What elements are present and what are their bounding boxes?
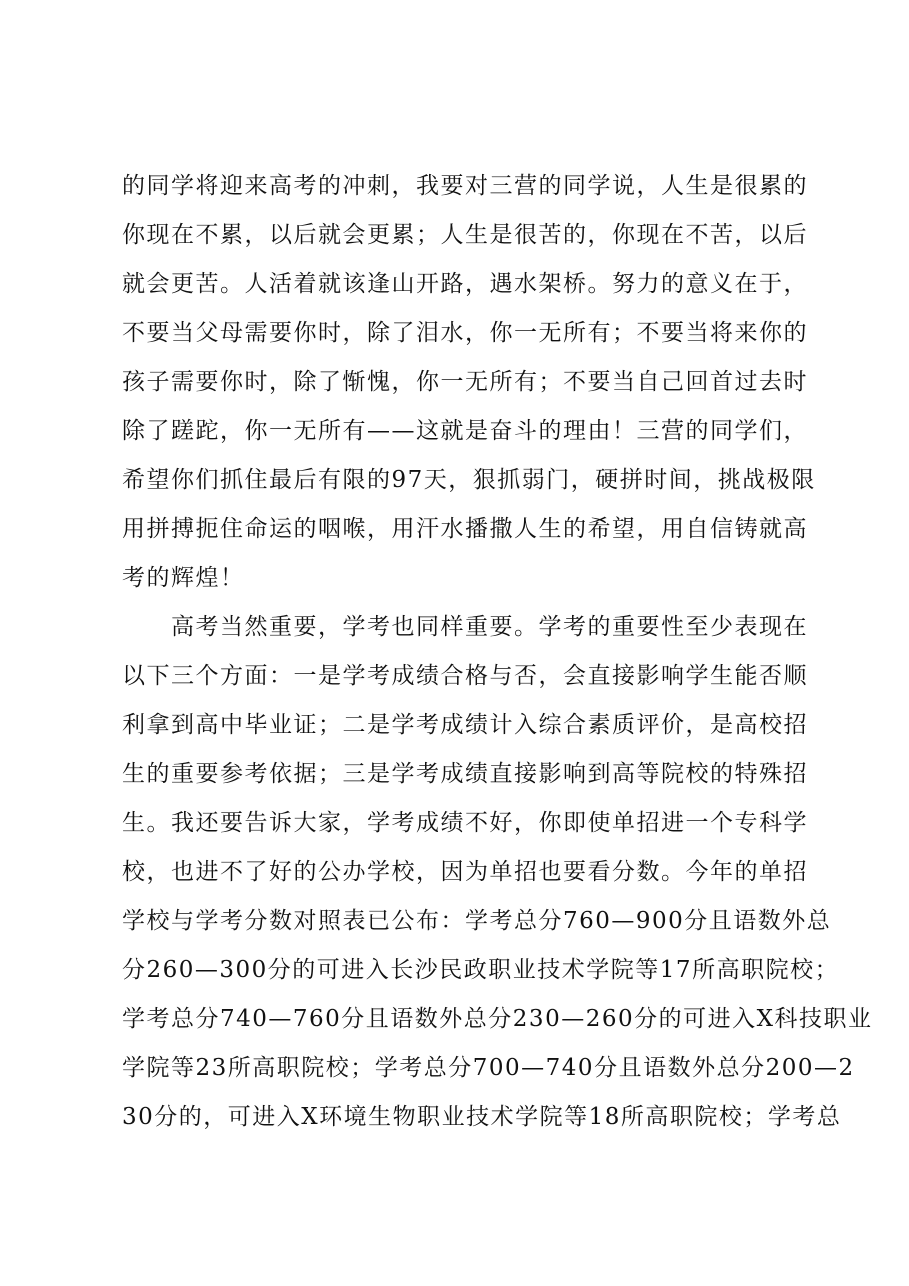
text-line: 希望你们抓住最后有限的97天，狠抓弱门，硬拼时间，挑战极限: [122, 467, 816, 493]
text-line: 以下三个方面：一是学考成绩合格与否，会直接影响学生能否顺: [122, 663, 808, 689]
text-line: 孩子需要你时，除了惭愧，你一无所有；不要当自己回首过去时: [122, 369, 808, 395]
text-line: 学考总分740—760分且语数外总分230—260分的可进入X科技职业: [122, 1006, 873, 1032]
text-line: 生的重要参考依据；三是学考成绩直接影响到高等院校的特殊招: [122, 761, 808, 787]
text-line: 校，也进不了好的公办学校，因为单招也要看分数。今年的单招: [122, 859, 808, 885]
text-line: 就会更苦。人活着就该逢山开路，遇水架桥。努力的意义在于，: [122, 271, 808, 297]
text-line: 利拿到高中毕业证；二是学考成绩计入综合素质评价，是高校招: [122, 712, 808, 738]
text-line: 高考当然重要，学考也同样重要。学考的重要性至少表现在: [122, 614, 808, 640]
text-line: 分260—300分的可进入长沙民政职业技术学院等17所高职院校；: [122, 957, 840, 983]
text-line: 考的辉煌！: [122, 565, 245, 591]
text-line: 除了蹉跎，你一无所有——这就是奋斗的理由！三营的同学们，: [122, 418, 808, 444]
text-line: 的同学将迎来高考的冲刺，我要对三营的同学说，人生是很累的: [122, 173, 808, 199]
text-line: 你现在不累，以后就会更累；人生是很苦的，你现在不苦，以后: [122, 222, 808, 248]
text-line: 用拼搏扼住命运的咽喉，用汗水播撒人生的希望，用自信铸就高: [122, 516, 808, 542]
body-text: [122, 162, 873, 1142]
text-line: 生。我还要告诉大家，学考成绩不好，你即使单招进一个专科学: [122, 810, 808, 836]
text-line: 30分的，可进入X环境生物职业技术学院等18所高职院校；学考总: [122, 1104, 842, 1130]
text-line: 不要当父母需要你时，除了泪水，你一无所有；不要当将来你的: [122, 320, 808, 346]
text-line: 学院等23所高职院校；学考总分700—740分且语数外总分200—2: [122, 1055, 855, 1081]
text-line: 学校与学考分数对照表已公布：学考总分760—900分且语数外总: [122, 908, 832, 934]
